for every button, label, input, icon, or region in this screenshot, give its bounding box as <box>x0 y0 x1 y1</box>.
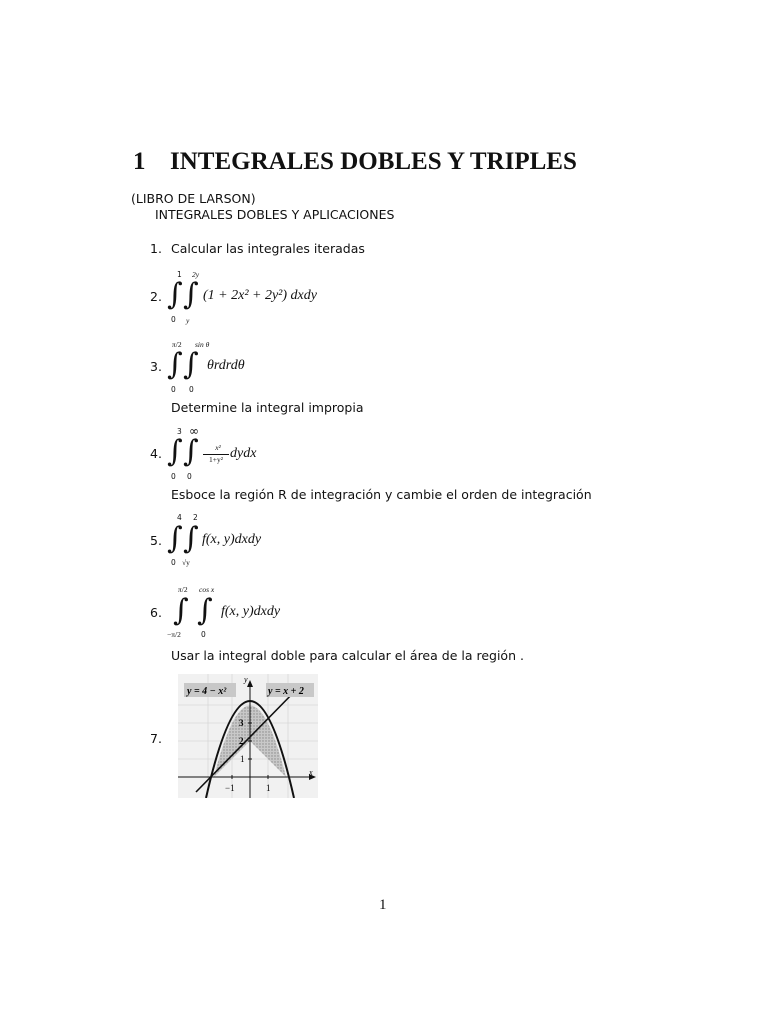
source-line: (LIBRO DE LARSON) <box>131 191 256 206</box>
ytick-label: 2 <box>239 736 244 746</box>
instruction-area: Usar la integral doble para calcular el área de la región . <box>171 648 524 663</box>
instruction-sketch: Esboce la región R de integración y cambie el orden de integración <box>171 487 592 502</box>
problem-7-number: 7. <box>150 731 162 746</box>
integrand: f(x, y)dxdy <box>221 604 281 619</box>
integrand: f(x, y)dxdy <box>202 532 262 547</box>
integral-sign: ∫ <box>197 593 213 628</box>
limit-upper: 4 <box>177 513 182 522</box>
problem-2-number: 2. <box>150 289 162 304</box>
problem-5-number: 5. <box>150 533 162 548</box>
limit-lower: 0 <box>189 385 194 394</box>
limit-upper: sin θ <box>195 340 210 349</box>
integral-sign: ∫ <box>167 434 183 469</box>
limit-lower: 0 <box>171 315 176 324</box>
limit-lower: y <box>186 316 190 325</box>
label-line: y = x + 2 <box>268 686 304 697</box>
limit-lower: 0 <box>171 385 176 394</box>
limit-lower: √y <box>182 558 190 567</box>
axis-label-y: y <box>244 675 248 684</box>
limit-upper: cos x <box>199 585 215 594</box>
problem-6-number: 6. <box>150 605 162 620</box>
section-title: INTEGRALES DOBLES Y TRIPLES <box>170 148 577 175</box>
section-number: 1 <box>133 148 146 175</box>
limit-lower: 0 <box>201 630 206 639</box>
integrand: (1 + 2x² + 2y²) dxdy <box>203 288 317 303</box>
integrand: dydx <box>230 446 257 461</box>
axis-label-x: x <box>309 768 313 777</box>
problem-3-number: 3. <box>150 359 162 374</box>
integral-sign: ∫ <box>167 521 183 556</box>
instruction-improper: Determine la integral impropia <box>171 400 364 415</box>
integral-sign: ∫ <box>167 277 183 312</box>
integrand: θrdrdθ <box>207 358 245 373</box>
fraction-numerator: x² <box>215 443 221 452</box>
limit-upper: 2y <box>192 270 200 279</box>
limit-lower: 0 <box>171 558 176 567</box>
limit-upper: π/2 <box>172 340 182 349</box>
region-figure <box>178 674 318 798</box>
fraction-denominator: 1+y² <box>209 455 223 464</box>
limit-upper: π/2 <box>178 585 188 594</box>
problem-4-number: 4. <box>150 446 162 461</box>
problem-1-number: 1. <box>150 241 162 256</box>
xtick-label: −1 <box>225 783 235 793</box>
limit-lower: 0 <box>187 472 192 481</box>
limit-lower: −π/2 <box>167 630 181 639</box>
integral-sign: ∫ <box>173 593 189 628</box>
limit-upper: 3 <box>177 427 182 436</box>
page-number: 1 <box>379 897 387 913</box>
xtick-label: 1 <box>266 783 271 793</box>
ytick-label: 3 <box>239 718 244 728</box>
ytick-label: 1 <box>240 754 245 764</box>
subtitle: INTEGRALES DOBLES Y APLICACIONES <box>155 207 395 222</box>
integral-sign: ∫ <box>167 347 183 382</box>
label-parabola: y = 4 − x² <box>187 686 227 697</box>
limit-lower: 0 <box>171 472 176 481</box>
limit-upper: 1 <box>177 270 182 279</box>
integral-sign: ∫ <box>183 521 199 556</box>
integral-sign: ∫ <box>183 277 199 312</box>
integral-sign: ∫ <box>183 434 199 469</box>
instruction-iterated: Calcular las integrales iteradas <box>171 241 365 256</box>
limit-upper: ∞ <box>189 424 199 438</box>
limit-upper: 2 <box>193 513 198 522</box>
integral-sign: ∫ <box>183 347 199 382</box>
